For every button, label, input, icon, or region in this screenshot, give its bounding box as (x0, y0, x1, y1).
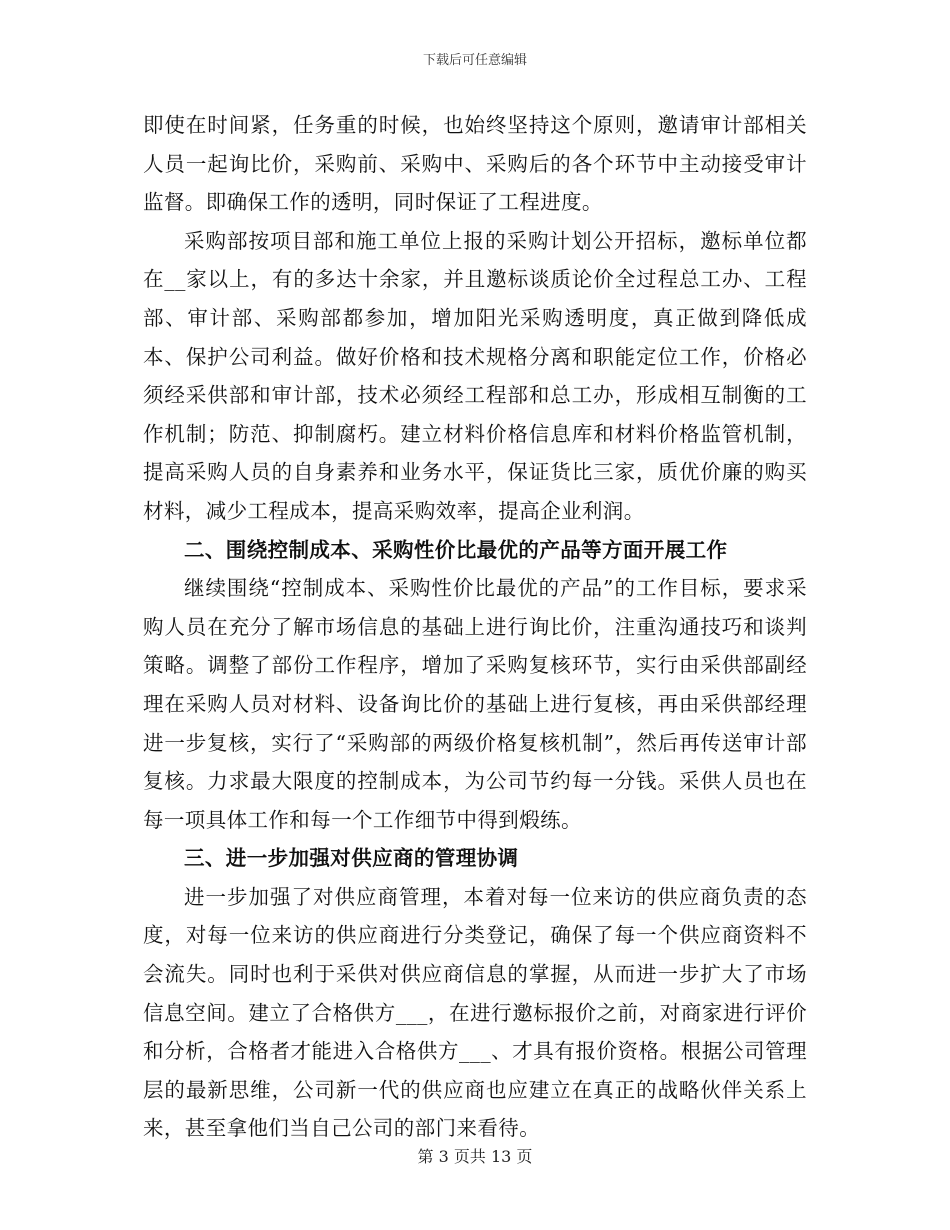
paragraph-4: 进一步加强了对供应商管理，本着对每一位来访的供应商负责的态度，对每一位来访的供应商进行分类登记，确保了每一个供应商资料不会流失。同时也利于采供对供应商信息的掌握，从而进一步扩大了市场信息空间。建立了合格供方___，在进行邀标报价之前，对商家进行评价和分析，合格者才能进入合格供方___、才具有报价资格。根据公司管理层的最新思维，公司新一代的供应商也应建立在真正的战略伙伴关系上来，甚至拿他们当自己公司的部门来看待。 (143, 884, 807, 1141)
section-heading-2: 二、围绕控制成本、采购性价比最优的产品等方面开展工作 (184, 537, 728, 562)
paragraph-3: 继续围绕“控制成本、采购性价比最优的产品”的工作目标，要求采购人员在充分了解市场信息的基础上进行询比价，注重沟通技巧和谈判策略。调整了部份工作程序，增加了采购复核环节，实行由采供部副经理在采购人员对材料、设备询比价的基础上进行复核，再由采供部经理进一步复核，实行了“采购部的两级价格复核机制”，然后再传送审计部复核。力求最大限度的控制成本，为公司节约每一分钱。采供人员也在每一项具体工作和每一个工作细节中得到煅练。 (143, 576, 807, 832)
page-header: 下载后可任意编辑 (422, 53, 527, 68)
section-heading-3: 三、进一步加强对供应商的管理协调 (184, 846, 519, 871)
page-number-footer: 第 3 页共 13 页 (417, 1147, 533, 1166)
paragraph-2: 采购部按项目部和施工单位上报的采购计划公开招标，邀标单位都在__家以上，有的多达十余家，并且邀标谈质论价全过程总工办、工程部、审计部、采购部都参加，增加阳光采购透明度，真正做到降低成本、保护公司利益。做好价格和技术规格分离和职能定位工作，价格必须经采供部和审计部，技术必须经工程部和总工办，形成相互制衡的工作机制；防范、抑制腐朽。建立材料价格信息库和材料价格监管机制，提高采购人员的自身素养和业务水平，保证货比三家，质优价廉的购买材料，减少工程成本，提高采购效率，提高企业利润。 (143, 228, 807, 523)
document-body (143, 106, 807, 1148)
paragraph-1: 即使在时间紧，任务重的时候，也始终坚持这个原则，邀请审计部相关人员一起询比价，采购前、采购中、采购后的各个环节中主动接受审计监督。即确保工作的透明，同时保证了工程进度。 (143, 113, 807, 215)
